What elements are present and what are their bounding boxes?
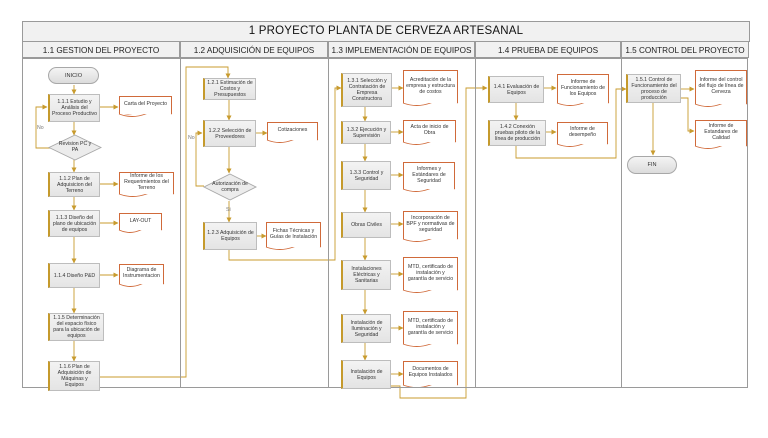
decision-revision-label: Revision PC y PA [58,141,92,153]
step-obras-civiles: Obras Civiles [341,212,391,238]
step-1-1-6: 1.1.6 Plan de Adquisición de Máquinas y Equipos [48,361,100,391]
label-no-1: No [37,125,44,131]
lane-header-gestion: 1.1 GESTION DEL PROYECTO [22,41,180,58]
step-1-1-2: 1.1.2 Plan de Adquisicion del Terreno [48,172,100,197]
step-1-1-3: 1.1.3 Diseño del plano de ubicación de equipos [48,210,100,237]
step-1-1-5: 1.1.5 Determinación del espacio físico para la ubicación de equipos [48,313,104,341]
doc-diagrama-instrumentacion: Diagrama de Instrumentacion [119,264,164,284]
doc-informe-desempeno: Informe de desempeño [557,122,608,144]
decision-autorizacion-label: Autorización de compra [212,181,248,193]
step-instalacion-iluminacion: Instalación de Iluminación y Seguridad [341,314,391,343]
step-1-3-1: 1.3.1 Selección y Contratación de Empresa Constructora [341,73,392,107]
step-1-2-2: 1.2.2 Selección de Proveedores [203,120,256,147]
doc-mtd-2: MTD, certificado de instalación y garantía de servicio [403,311,458,344]
doc-acreditacion: Acreditación de la empresa y estructura de costos [403,70,458,103]
lane-divider-2 [180,59,181,387]
label-si: Si [226,207,231,213]
doc-fichas-tecnicas: Fichas Técnicas y Guías de Instalación [266,222,321,247]
lane-header-implementacion: 1.3 IMPLEMENTACIÓN DE EQUIPOS [328,41,475,58]
doc-informe-funcionamiento: Informe de Funcionamiento de los Equipos [557,74,609,103]
lane-header-adquisicion: 1.2 ADQUISICIÓN DE EQUIPOS [180,41,328,58]
step-1-5-1: 1.5.1 Control de Funcionamiento del proceso de producción [626,74,681,103]
step-1-3-2: 1.3.2 Ejecución y Supervisión [341,121,391,144]
step-1-1-1: 1.1.1 Estudio y Análisis del Proceso Productivo [48,94,100,122]
label-no-2: No [188,135,195,141]
doc-layout: LAY-OUT [119,213,162,230]
step-1-2-1: 1.2.1 Estimación de Costos y Presupuestos [203,78,256,100]
doc-informe-requerimientos: Informe de los Requerimientos del Terreno [119,172,174,194]
lane-header-prueba: 1.4 PRUEBA DE EQUIPOS [475,41,621,58]
doc-cotizaciones: Cotizaciones [267,122,318,140]
step-instalaciones-electricas: Instalaciones Eléctricas y Sanitarias [341,260,391,290]
step-1-2-3: 1.2.3 Adquisición de Equipos [203,222,257,250]
diagram-title: 1 PROYECTO PLANTA DE CERVEZA ARTESANAL [22,21,750,42]
start-terminator: INICIO [48,67,99,84]
lane-header-control: 1.5 CONTROL DEL PROYECTO [621,41,749,58]
doc-informe-control-flujo: Informe del control del flujo de línea de Cerveza [695,70,747,104]
step-1-1-4: 1.1.4 Diseño P&D [48,263,100,288]
doc-equipos-instalados: Documentos de Equipos Instalados [403,361,458,385]
doc-carta-proyecto: Carta del Proyecto [119,96,172,114]
end-terminator: FIN [627,156,677,174]
doc-bpf-normativas: Incorporación de BPF y normativas de seguridad [403,211,458,239]
lane-divider-5 [621,59,622,387]
lane-divider-3 [328,59,329,387]
step-1-3-3: 1.3.3 Control y Seguridad [341,161,391,190]
step-instalacion-equipos: Instalación de Equipos [341,360,391,389]
lane-divider-4 [475,59,476,387]
doc-mtd-1: MTD, certificado de instalación y garantía de servicio [403,257,458,290]
doc-informe-estandares: Informe de Estandares de Calidad [695,120,747,146]
doc-informes-seguridad: Informes y Estándares de Seguridad [403,162,455,189]
doc-acta-inicio: Acta de inicio de Obra [403,120,456,142]
step-1-4-1: 1.4.1 Evaluación de Equipos [488,76,544,103]
step-1-4-2: 1.4.2 Conexión pruebas piloto de la línea de producción [488,120,546,146]
